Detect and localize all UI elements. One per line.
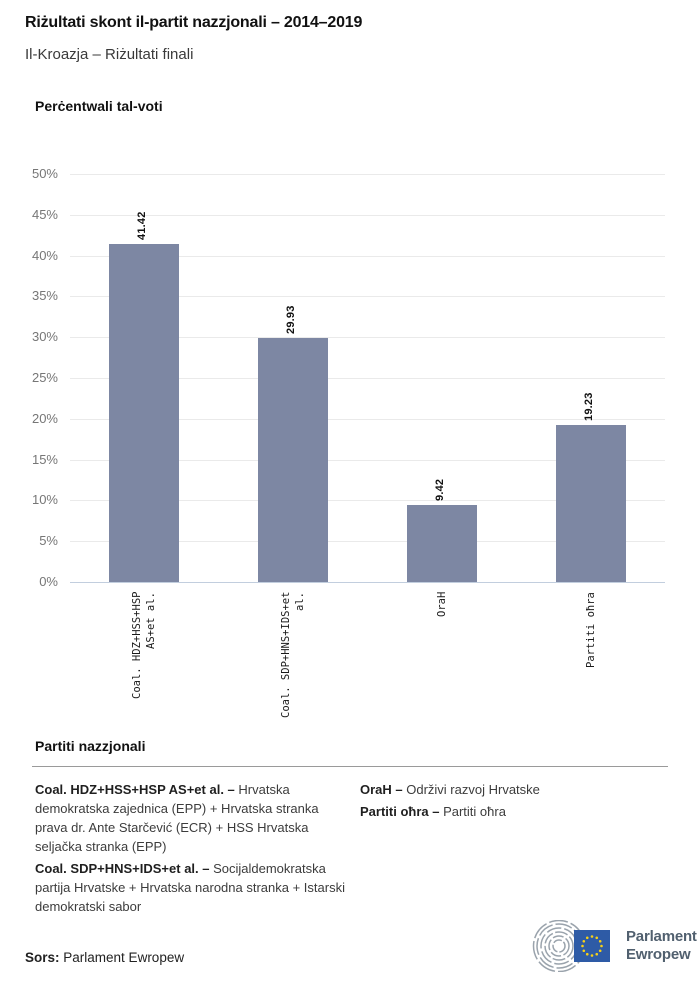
legend-entry: OraH – Održivi razvoj Hrvatske: [360, 782, 540, 797]
eu-flag-icon: [574, 930, 610, 962]
legend-entry: Coal. SDP+HNS+IDS+et al. – Socijaldemokratska partija Hrvatske + Hrvatska narodna stranka + Istarski demokratski sabor: [35, 861, 345, 914]
bar-value-label: 19.23: [582, 392, 595, 422]
y-tick-label: 5%: [39, 533, 58, 549]
bar-value-label: 9.42: [433, 478, 446, 502]
ep-logo-text-line2: Ewropew: [626, 946, 691, 963]
x-tick-label: Coal. HDZ+HSS+HSP AS+et al.: [131, 592, 158, 700]
source-note: [25, 950, 184, 965]
y-tick-label: 45%: [31, 206, 58, 222]
legend-heading: Partiti nazzjonali: [35, 738, 146, 754]
y-tick-label: 0%: [39, 574, 58, 589]
bar-value-label: 41.42: [136, 211, 149, 240]
y-tick-label: 50%: [31, 166, 58, 181]
bar: [258, 338, 328, 582]
legend-entry: Coal. HDZ+HSS+HSP AS+et al. – Hrvatska demokratska zajednica (EPP) + Hrvatska stranka prava dr. Ante Starčević (ECR) + HSS Hrvatska seljačka stranka (EPP): [35, 782, 319, 854]
y-tick-label: 20%: [31, 410, 58, 426]
y-tick-label: 30%: [31, 329, 58, 345]
ep-logo: [532, 920, 697, 972]
legend-column-left: [35, 780, 347, 919]
chart-title: Perċentwali tal-voti: [35, 98, 163, 114]
x-tick-label: Partiti oħra: [584, 592, 597, 668]
y-tick-label: 35%: [31, 288, 58, 304]
y-tick-label: 15%: [31, 451, 58, 467]
ep-logo-text-line1: Parlament: [626, 928, 697, 945]
y-tick-label: 25%: [31, 370, 58, 385]
bar: [556, 425, 626, 582]
legend-divider: [32, 766, 668, 767]
ep-logo-icon: [532, 920, 618, 972]
bar: [407, 505, 477, 582]
x-tick-label: OraH: [435, 592, 448, 618]
y-tick-label: 10%: [31, 492, 58, 508]
legend-column-right: [360, 780, 665, 824]
gridline: [70, 215, 665, 216]
gridline: [70, 174, 665, 175]
source-label: Sors:: [25, 950, 60, 965]
x-tick-label: Coal. SDP+HNS+IDS+et al.: [280, 592, 307, 719]
legend-entry: Partiti oħra – Partiti oħra: [360, 804, 506, 819]
source-value: Parlament Ewropew: [63, 950, 185, 965]
page-title: Riżultati skont il-partit nazzjonali – 2014–2019: [25, 14, 363, 31]
ep-logo-text: [626, 928, 697, 964]
y-tick-label: 40%: [31, 247, 58, 263]
bar-value-label: 29.93: [285, 305, 298, 334]
x-axis-baseline: [70, 582, 665, 583]
page-subtitle: Il-Kroazja – Riżultati finali: [25, 46, 194, 63]
bar: [109, 244, 179, 582]
